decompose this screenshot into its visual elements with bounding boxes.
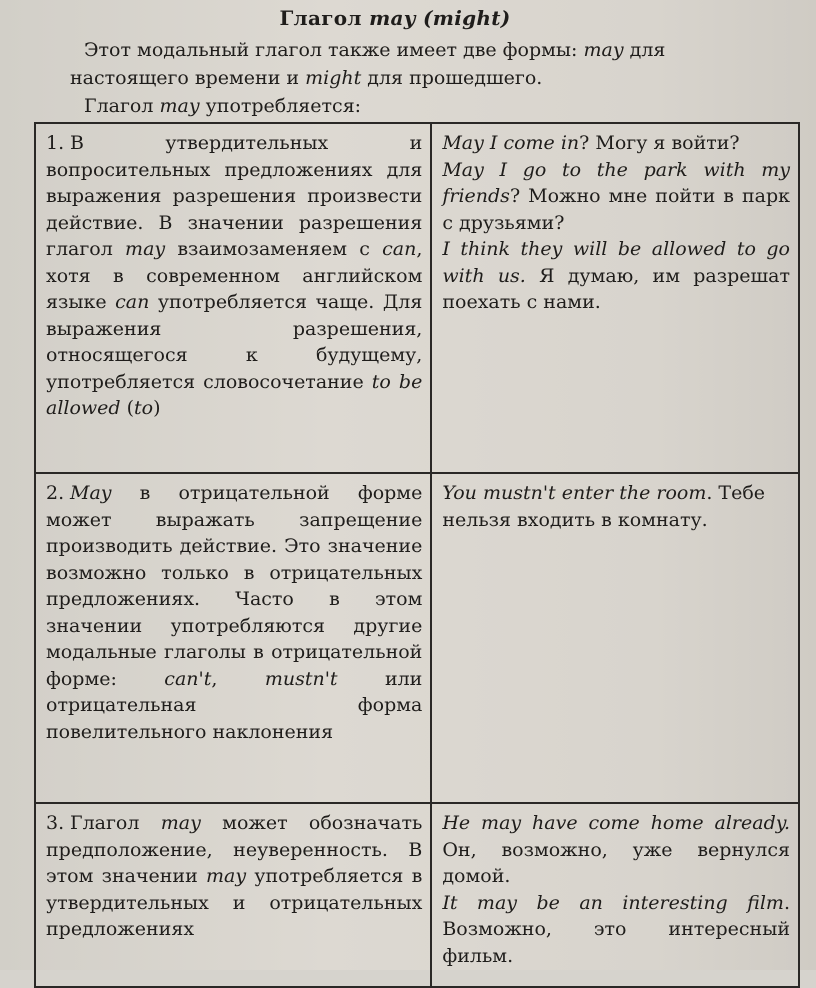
example-translation: ? Можно мне пойти в парк с друзьями? [442,185,790,234]
example-translation: . Тебе нельзя входить в комнату. [442,482,766,531]
example [442,157,790,237]
example [442,810,790,890]
rule-part: В утвердительных и вопросительных предложениях для выражения разрешения произвести действие. В значении разрешения глагол [46,132,423,260]
rule-part: употребляется чаще. Для выражения разрешения, относящегося к будущему, употребляется словосочетание [46,291,423,393]
example-translation: ? Могу я войти? [579,132,740,154]
term: to [134,397,154,419]
term: can [382,238,417,260]
rule-number: 1. [46,132,65,154]
intro-text-part: для прошедшего. [361,67,543,89]
rule-cell [35,473,431,803]
intro-text-part: для настоящего времени и [70,39,666,89]
page-title [0,6,790,30]
term: mustn't [264,667,338,690]
rule-part: или отрицательная форма повелительного наклонения [46,667,423,743]
example [442,236,790,316]
title-term: may (might) [369,6,511,30]
example-english: He may have come home already. [442,812,790,834]
term: May [70,482,112,504]
rule-part: , хотя в современном английском языке [46,238,423,313]
term: can [115,291,150,313]
term: to be allowed [46,370,423,419]
example-english: It may be an interesting film [442,891,784,914]
rule-part: употребляется в утвердительных и отрицательных предложениях [46,865,423,940]
usage-table [34,122,800,988]
rule-number: 3. [46,812,65,834]
term: can't [164,667,212,690]
example-cell [431,123,799,473]
rule-part: ) [153,397,161,419]
example-english: May I come in [442,132,580,154]
rule-part: в отрицательной форме может выражать запрещение производить действие. Это значение возможно только в отрицательных предложениях. Часто в этом значении употребляются другие модальные глаголы в отрицательной форме: [46,482,423,690]
term: may [125,238,166,260]
intro-term-may: may [583,39,624,61]
example [442,130,790,157]
rule-text [46,810,422,943]
example-translation: . Возможно, это интересный фильм. [442,891,790,967]
rule-part: может обозначать предположение, неуверенность. В этом значении [46,812,423,887]
intro-text-part: Глагол [84,95,160,117]
rule-part: взаимозаменяем с [165,238,383,260]
term: may [160,812,201,834]
intro-text [70,36,790,120]
rule-part: ( [120,397,135,419]
example [442,480,790,533]
title-prefix: Глагол [279,6,370,30]
rule-part: , [211,667,265,690]
rule-text [46,480,422,745]
rule-text [46,130,422,422]
table-row [35,803,799,987]
example [442,890,790,970]
example-cell [431,473,799,803]
intro-term-might: might [305,67,362,89]
rule-part: Глагол [70,812,161,834]
rule-cell [35,123,431,473]
example-english: I think they will be allowed to go with us. [442,238,790,287]
example-translation: Я думаю, им разрешат поехать с нами. [442,264,790,313]
intro-text-part: Этот модальный глагол также имеет две формы: [84,39,584,61]
rule-number: 2. [46,482,65,504]
table-row [35,473,799,803]
intro-usage-line [70,92,790,120]
example-cell [431,803,799,987]
table-row [35,123,799,473]
example-english: You mustn't enter the room [442,482,707,504]
term: may [206,865,247,887]
example-translation: Он, возможно, уже вернулся домой. [442,838,790,887]
rule-cell [35,803,431,987]
example-english: May I go to the park with my friends [442,158,790,207]
intro-paragraph [70,36,790,92]
intro-term-may: may [159,95,200,117]
intro-text-part: употребляется: [199,95,362,117]
